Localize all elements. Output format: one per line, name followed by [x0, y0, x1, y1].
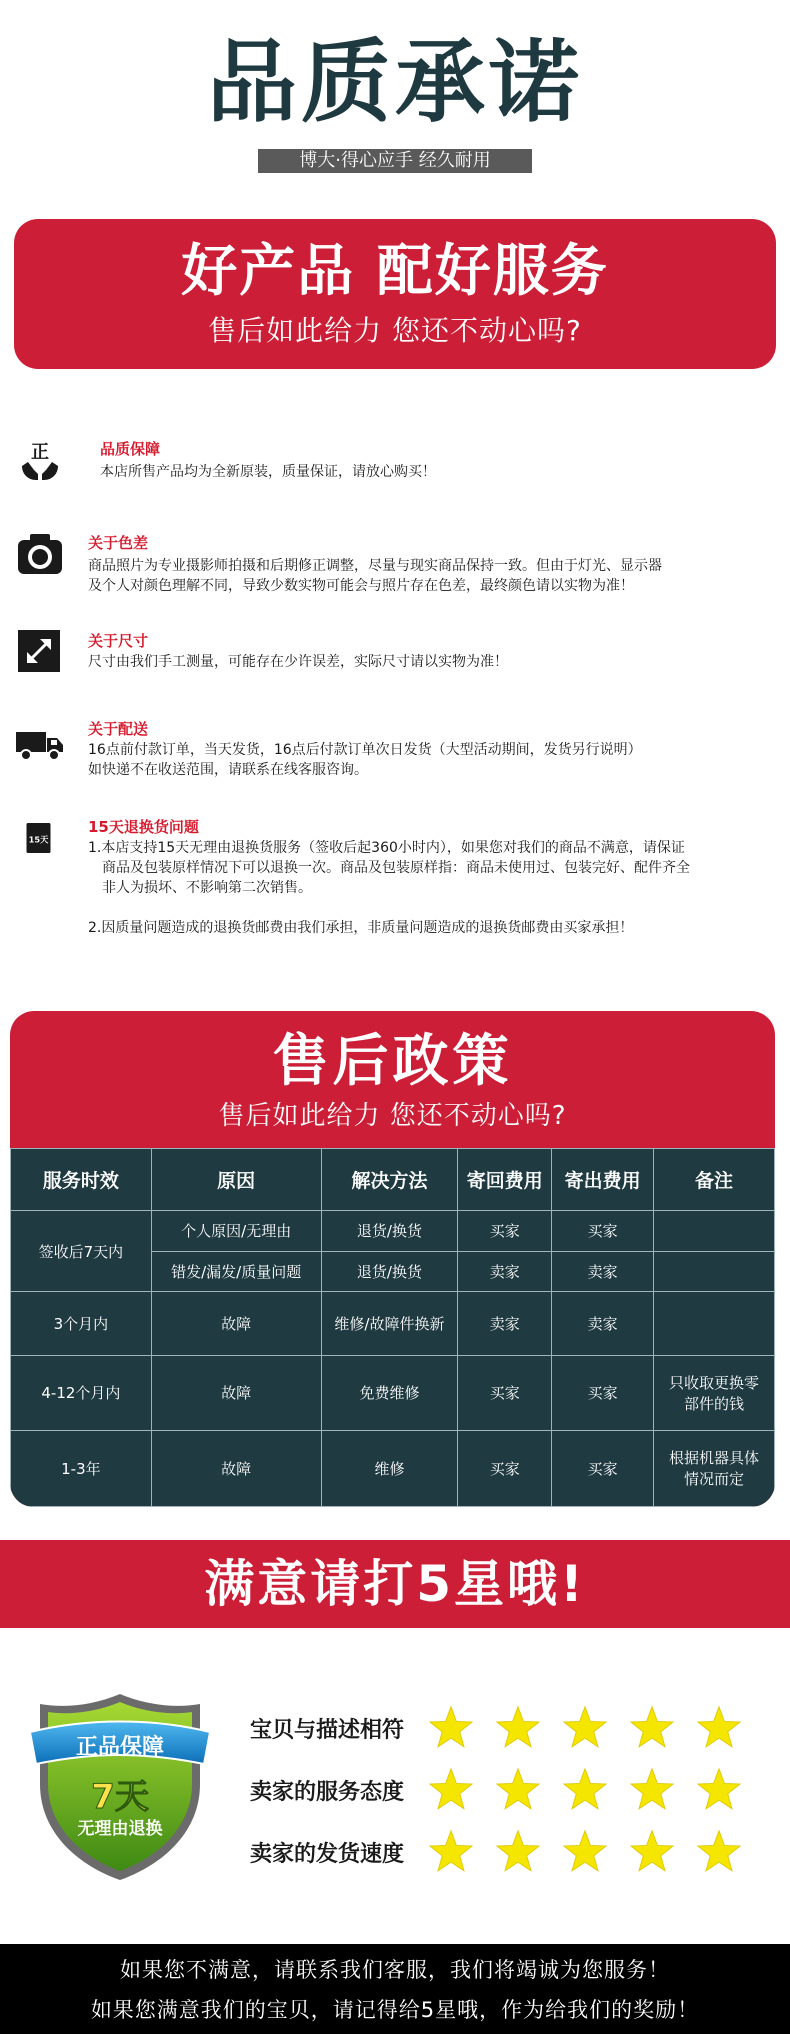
notice-body — [100, 462, 436, 482]
table-row — [11, 1211, 775, 1251]
footer — [0, 1944, 790, 2034]
star-icon[interactable] — [629, 1829, 675, 1875]
star-icon[interactable] — [629, 1705, 675, 1751]
star-icon[interactable] — [495, 1767, 541, 1813]
shield-small-text: 无理由退换 — [77, 1819, 163, 1839]
notice-quality — [16, 436, 776, 496]
policy-subtitle: 售后如此给力 您还不动心吗? — [218, 1101, 567, 1131]
cell-solution: 退货/换货 — [321, 1211, 458, 1251]
cell-period: 1-3年 — [11, 1430, 152, 1506]
cell-note — [654, 1211, 775, 1251]
cell-return-fee: 买家 — [458, 1430, 552, 1506]
rating-row — [250, 1703, 770, 1753]
cell-reason: 故障 — [151, 1291, 321, 1355]
policy-title: 售后政策 — [272, 1029, 513, 1094]
notice-line: 本店所售产品均为全新原装，质量保证，请放心购买！ — [100, 464, 436, 480]
notice-return — [16, 814, 776, 944]
cell-period: 4-12个月内 — [11, 1356, 152, 1430]
resize-arrow-icon — [16, 628, 64, 676]
rating-row — [250, 1765, 770, 1815]
star-icon[interactable] — [495, 1829, 541, 1875]
notice-line: 尺寸由我们手工测量，可能存在少许误差，实际尺寸请以实物为准！ — [88, 654, 508, 670]
camera-icon — [16, 530, 64, 578]
notice-title: 关于配送 — [88, 720, 149, 738]
star-icon[interactable] — [696, 1767, 742, 1813]
star-icon[interactable] — [696, 1705, 742, 1751]
guarantee-shield-icon — [28, 1688, 212, 1884]
column-header: 备注 — [654, 1149, 775, 1211]
notice-line: 2.因质量问题造成的退换货邮费由我们承担，非质量问题造成的退换货邮费由买家承担！ — [88, 920, 634, 936]
column-header: 原因 — [151, 1149, 321, 1211]
star-icon[interactable] — [629, 1767, 675, 1813]
cell-return-fee: 买家 — [458, 1356, 552, 1430]
cell-send-fee: 卖家 — [552, 1291, 654, 1355]
column-header: 解决方法 — [321, 1149, 458, 1211]
cell-reason: 故障 — [151, 1430, 321, 1506]
notice-title: 品质保障 — [100, 440, 161, 458]
quality-badge-icon — [16, 436, 64, 484]
star-icon[interactable] — [428, 1829, 474, 1875]
cell-period: 签收后7天内 — [11, 1211, 152, 1291]
notice-line: 商品照片为专业摄影师拍摄和后期修正调整，尽量与现实商品保持一致。但由于灯光、显示器 — [88, 558, 662, 574]
notice-line — [88, 898, 690, 918]
cell-note — [654, 1251, 775, 1291]
cell-solution: 维修 — [321, 1430, 458, 1506]
cell-note — [654, 1291, 775, 1355]
notice-size — [16, 628, 776, 688]
cell-send-fee: 买家 — [552, 1211, 654, 1251]
page-subtitle: 博大·得心应手 经久耐用 — [258, 149, 532, 173]
notice-body — [88, 838, 690, 938]
table-row — [11, 1291, 775, 1355]
notice-body — [88, 652, 508, 672]
truck-icon — [16, 720, 64, 768]
rating-banner: 满意请打5星哦! — [0, 1540, 790, 1628]
star-icon[interactable] — [562, 1829, 608, 1875]
column-header: 寄回费用 — [458, 1149, 552, 1211]
service-banner — [14, 219, 776, 369]
cell-solution: 免费维修 — [321, 1356, 458, 1430]
notice-body — [88, 740, 642, 780]
rating-label: 卖家的发货速度 — [250, 1842, 405, 1867]
notice-line: 及个人对颜色理解不同，导致少数实物可能会与照片存在色差，最终颜色请以实物为准！ — [88, 578, 634, 594]
cell-return-fee: 卖家 — [458, 1291, 552, 1355]
cell-return-fee: 买家 — [458, 1211, 552, 1251]
return-15-day-glyph: 15天 — [28, 834, 49, 845]
star-icon[interactable] — [428, 1705, 474, 1751]
star-rating[interactable] — [428, 1703, 770, 1753]
notice-title: 关于尺寸 — [88, 632, 149, 650]
star-icon[interactable] — [562, 1705, 608, 1751]
notice-title: 15天退换货问题 — [88, 818, 199, 836]
star-icon[interactable] — [562, 1767, 608, 1813]
cell-period: 3个月内 — [11, 1291, 152, 1355]
notice-color — [16, 530, 776, 600]
banner-title: 好产品 配好服务 — [181, 239, 609, 304]
notice-line: 商品及包装原样情况下可以退换一次。商品及包装原样指：商品未使用过、包装完好、配件齐全 — [102, 860, 690, 876]
notice-delivery — [16, 716, 776, 786]
rating-row — [250, 1827, 770, 1877]
cell-solution: 退货/换货 — [321, 1251, 458, 1291]
page-title: 品质承诺 — [207, 30, 583, 135]
column-header: 寄出费用 — [552, 1149, 654, 1211]
notice-line: 16点前付款订单，当天发货，16点后付款订单次日发货（大型活动期间，发货另行说明） — [88, 742, 642, 758]
star-icon[interactable] — [495, 1705, 541, 1751]
cell-send-fee: 买家 — [552, 1356, 654, 1430]
notice-line: 如快递不在收送范围，请联系在线客服咨询。 — [88, 762, 368, 778]
cell-solution: 维修/故障件换新 — [321, 1291, 458, 1355]
return-15-day-icon — [22, 814, 58, 862]
table-header-row — [11, 1149, 775, 1211]
star-icon[interactable] — [428, 1767, 474, 1813]
star-icon[interactable] — [696, 1829, 742, 1875]
star-rating[interactable] — [428, 1827, 770, 1877]
cell-reason: 故障 — [151, 1356, 321, 1430]
notice-line: 1.本店支持15天无理由退换货服务（签收后起360小时内），如果您对我们的商品不满意，请保证 — [88, 840, 685, 856]
banner-subtitle: 售后如此给力 您还不动心吗? — [208, 314, 582, 347]
shield-big-text: 7天 — [91, 1777, 149, 1817]
cell-reason: 个人原因/无理由 — [151, 1211, 321, 1251]
cell-reason: 错发/漏发/质量问题 — [151, 1251, 321, 1291]
notice-body — [88, 556, 662, 596]
cell-note: 根据机器具体情况而定 — [654, 1430, 775, 1506]
footer-line: 如果您不满意，请联系我们客服，我们将竭诚为您服务！ — [120, 1958, 670, 1982]
table-row — [11, 1356, 775, 1430]
rating-label: 宝贝与描述相符 — [250, 1718, 405, 1743]
quality-badge-glyph: 正 — [31, 442, 49, 463]
cell-note: 只收取更换零部件的钱 — [654, 1356, 775, 1430]
policy-header — [10, 1011, 775, 1148]
shield-top-text: 正品保障 — [75, 1735, 165, 1760]
cell-return-fee: 卖家 — [458, 1251, 552, 1291]
rating-label: 卖家的服务态度 — [250, 1780, 405, 1805]
notice-line: 非人为损坏、不影响第二次销售。 — [102, 880, 312, 896]
table-row — [11, 1430, 775, 1506]
cell-send-fee: 买家 — [552, 1430, 654, 1506]
footer-line: 如果您满意我们的宝贝，请记得给5星哦，作为给我们的奖励！ — [90, 1998, 700, 2022]
cell-send-fee: 卖家 — [552, 1251, 654, 1291]
policy-table — [10, 1148, 775, 1507]
after-sales-policy — [10, 1011, 775, 1507]
notice-title: 关于色差 — [88, 534, 149, 552]
star-rating[interactable] — [428, 1765, 770, 1815]
column-header: 服务时效 — [11, 1149, 152, 1211]
